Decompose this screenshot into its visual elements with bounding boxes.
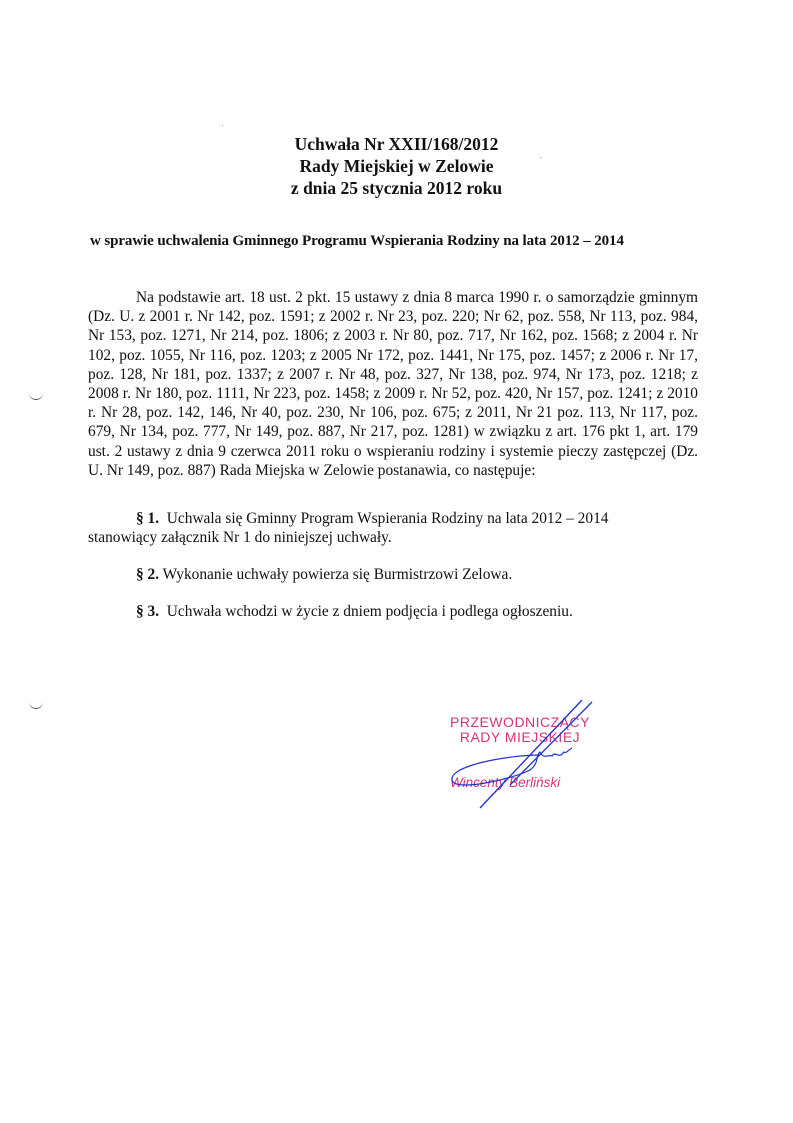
paragraph-number: § 1. (136, 510, 160, 527)
title-line-number: Uchwała Nr XXII/168/2012 (294, 134, 499, 154)
signature-stroke (480, 700, 582, 808)
stamp-line-2: RADY MIEJSKIEJ (459, 729, 581, 745)
paragraph-3 (88, 602, 708, 621)
paragraph-number: § 3. (136, 603, 160, 620)
scan-speck (222, 125, 223, 126)
stamp-line-1: PRZEWODNICZĄCY (450, 714, 590, 730)
paragraph-text: Uchwala się Gminny Program Wspierania Rodziny na lata 2012 – 2014 (166, 510, 609, 527)
preamble (88, 288, 698, 480)
punch-hole-mark (29, 700, 43, 709)
signature (440, 700, 620, 815)
stamp-name: Wincenty Berliński (450, 775, 561, 790)
paragraph-2 (88, 565, 708, 584)
paragraph-text: Uchwała wchodzi w życie z dniem podjęcia i podlega ogłoszeniu. (166, 603, 573, 620)
paragraph-text: Wykonanie uchwały powierza się Burmistrzowi Zelowa. (162, 566, 513, 583)
resolution-subject: w sprawie uchwalenia Gminnego Programu Wspierania Rodziny na lata 2012 – 2014 (90, 233, 624, 249)
title-line-date: z dnia 25 stycznia 2012 roku (290, 178, 503, 198)
punch-hole-mark (29, 391, 43, 400)
paragraph-1 (88, 509, 708, 547)
paragraph-number: § 2. (136, 566, 160, 583)
signature-stroke (510, 702, 592, 785)
title-line-council: Rady Miejskiej w Zelowie (299, 156, 494, 176)
resolution-title (0, 133, 793, 199)
paragraph-text-continued: stanowiący załącznik Nr 1 do niniejszej uchwały. (88, 529, 392, 547)
signature-stroke (452, 748, 572, 785)
preamble-text: Na podstawie art. 18 ust. 2 pkt. 15 ustawy z dnia 8 marca 1990 r. o samorządzie gminnym (Dz. U. z 2001 r. Nr 142, poz. 1591; z 2002 r. Nr 23, poz. 220; Nr 62, poz. 558, Nr 113, poz. 984, Nr 153, poz. 1271, Nr 214, poz. 1806; z 2003 r. Nr 80, poz. 717, Nr 162, poz. 1568; z 2004 r. Nr 102, poz. 1055, Nr 116, poz. 1203; z 2005 Nr 172, poz. 1441, Nr 175, poz. 1457; z 2006 r. Nr 17, poz. 128, Nr 181, poz. 1337; z 2007 r. Nr 48, poz. 327, Nr 138, poz. 974, Nr 173, poz. 1218; z 2008 r. Nr 180, poz. 1111, Nr 223, poz. 1458; z 2009 r. Nr 52, poz. 420, Nr 157, poz. 1241; z 2010 r. Nr 28, poz. 142, 146, Nr 40, poz. 230, Nr 106, poz. 675; z 2011, Nr 21 poz. 113, Nr 117, poz. 679, Nr 134, poz. 777, Nr 149, poz. 887, Nr 217, poz. 1281) w związku z art. 176 pkt 1, art. 179 ust. 2 ustawy z dnia 9 czerwca 2011 roku o wspieraniu rodziny i systemie pieczy zastępczej (Dz. U. Nr 149, poz. 887) Rada Miejska w Zelowie postanawia, co następuje: (88, 289, 698, 479)
